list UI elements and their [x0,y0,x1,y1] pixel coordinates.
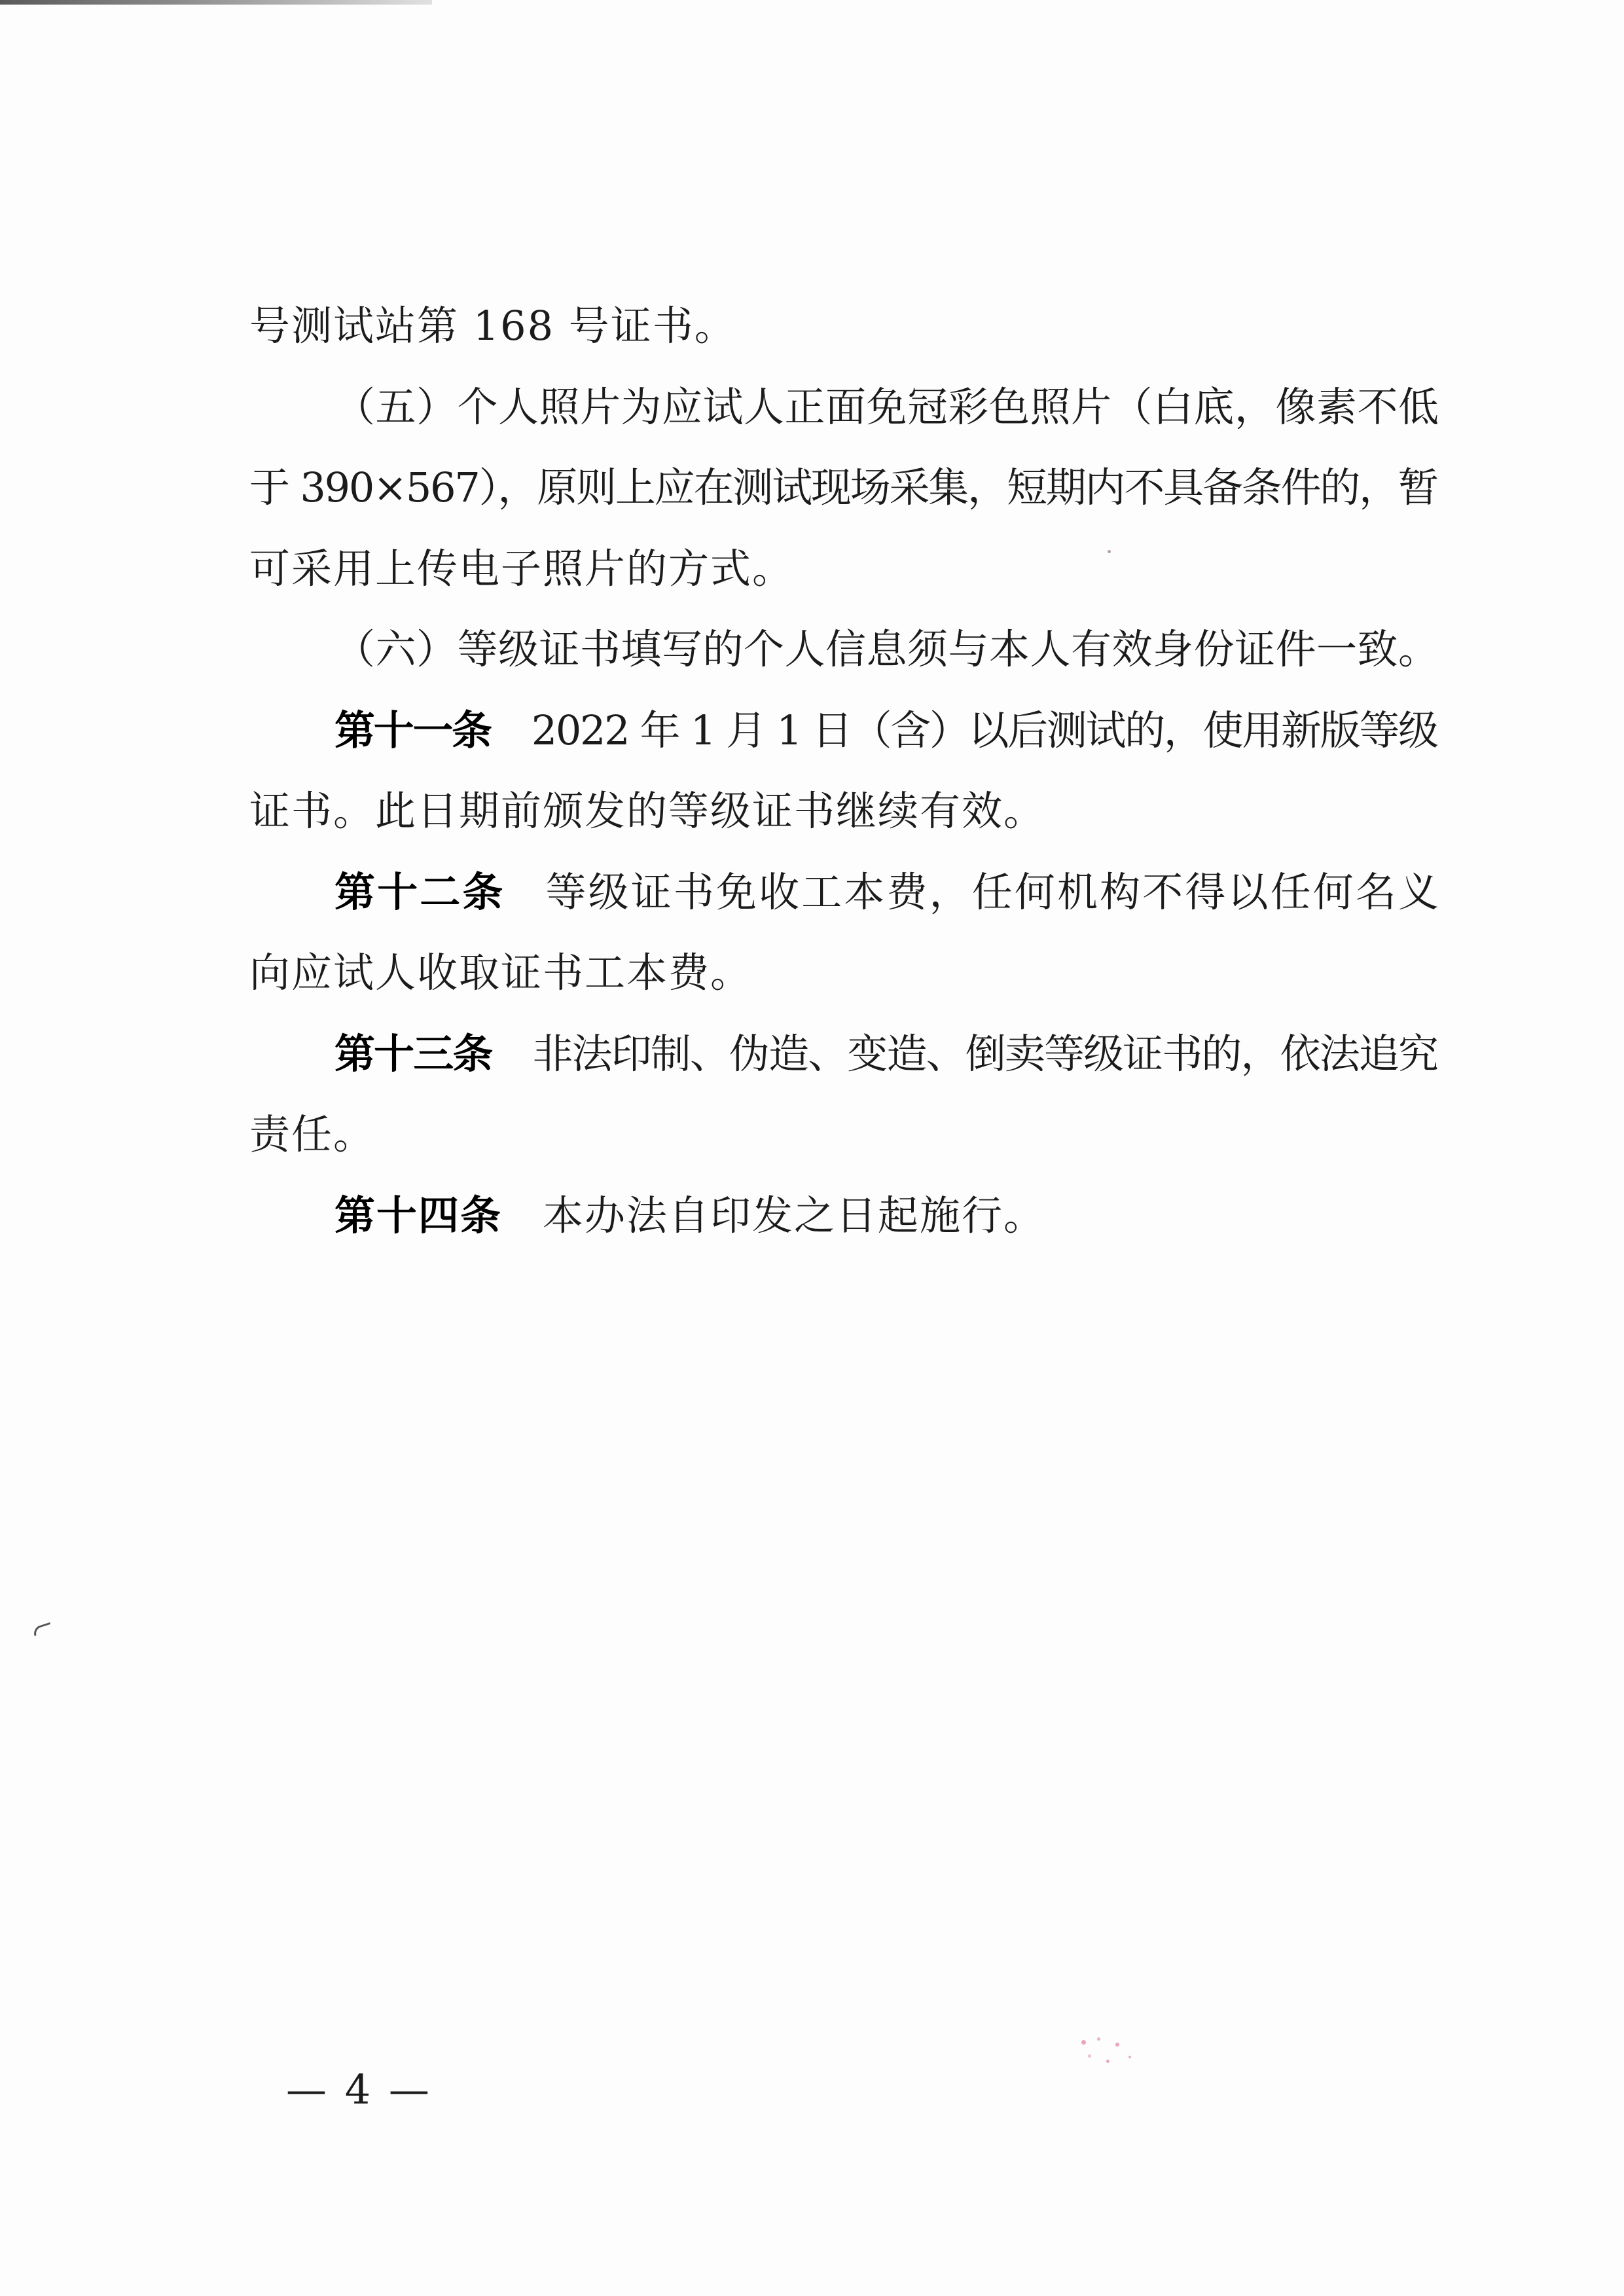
text-line-content: 可采用上传电子照片的方式。 [249,544,795,592]
text-line-content: 向应试人收取证书工本费。 [249,949,753,996]
text-line [249,367,1439,448]
text-line [249,771,1439,852]
text-line-content: 责任。 [249,1110,376,1158]
article-label: 第十三条 [334,1029,492,1078]
text-line [249,609,1439,690]
article-line [249,1013,1439,1095]
article-label: 第十一条 [334,706,491,754]
scan-edge-mark [0,0,432,5]
article-text: 2022 年 1 月 1 日（含）以后测试的，使用新版等级 [531,706,1437,754]
text-line-content [334,1175,1045,1256]
text-line-content [334,852,1441,933]
stamp-bleed-dot [1081,2040,1086,2045]
article-label: 第十二条 [334,867,505,916]
stamp-bleed-dot [1097,2037,1100,2041]
article-text: 等级证书免收工本费，任何机构不得以任何名义 [545,867,1441,916]
article-text: 非法印制、伪造、变造、倒卖等级证书的，依法追究 [532,1029,1438,1078]
text-line-content: 证书。此日期前颁发的等级证书继续有效。 [249,787,1046,835]
stamp-bleed-dot [1115,2043,1119,2047]
document-body [249,285,1439,1256]
article-text: 本办法自印发之日起施行。 [543,1191,1046,1239]
article-line [249,852,1439,933]
text-line [249,285,1439,367]
stamp-bleed-dot [1128,2056,1131,2058]
text-line [249,932,1439,1013]
text-line [249,447,1439,528]
text-line [249,1094,1439,1175]
article-label: 第十四条 [334,1191,503,1239]
text-line-content [334,690,1437,771]
article-line [249,690,1439,771]
text-line-content: （五）个人照片为应试人正面免冠彩色照片（白底，像素不低 [334,382,1439,431]
article-line [249,1175,1439,1256]
stamp-bleed-dot [1088,2054,1091,2058]
text-line-content [334,1013,1437,1095]
scan-stroke-mark [32,1622,53,1636]
text-line-content: 号测试站第 168 号证书。 [249,302,736,350]
stamp-bleed-dot [1106,2060,1110,2063]
text-line-content: 于 390×567），原则上应在测试现场采集，短期内不具备条件的，暂 [249,464,1437,511]
text-line-content: （六）等级证书填写的个人信息须与本人有效身份证件一致。 [334,625,1439,673]
page-number: — 4 — [286,2066,432,2113]
text-line [249,528,1439,610]
